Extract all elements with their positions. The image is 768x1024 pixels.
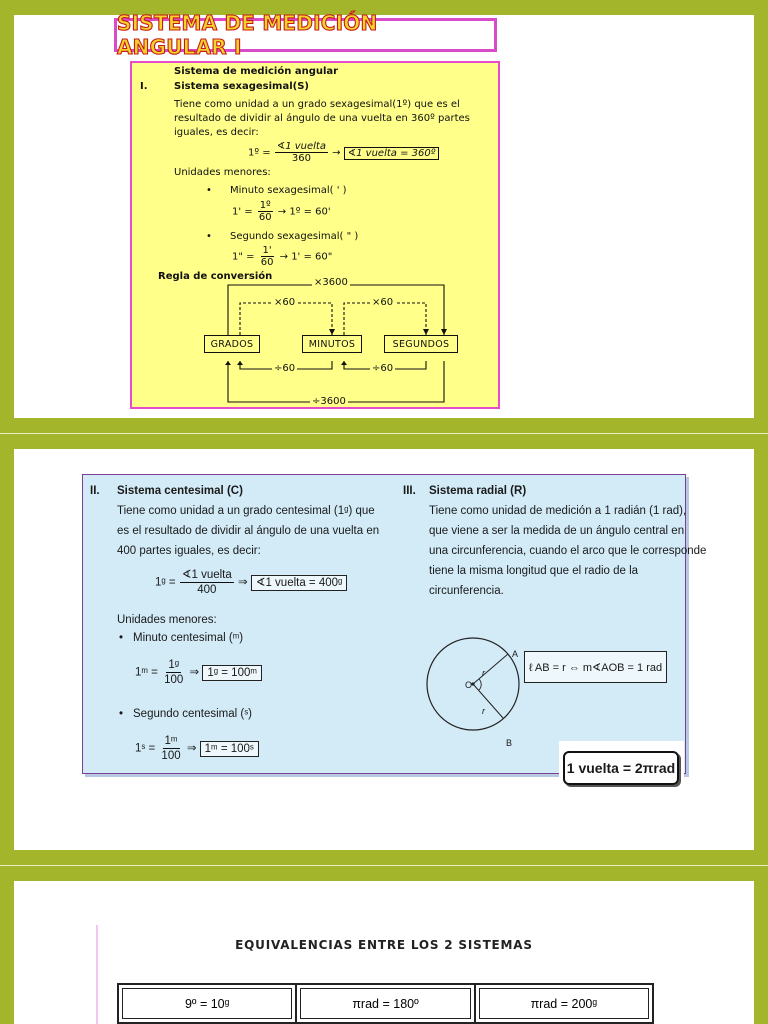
ii-description-2: es el resultado de dividir al ángulo de una vuelta en: [117, 525, 380, 537]
label-div3600: ÷3600: [312, 396, 346, 407]
arrow: ⇒: [186, 742, 197, 755]
arc-formula: ℓ AB = r ⇔ m∢AOB = 1 rad: [528, 661, 663, 674]
vuelta-callout: [559, 741, 684, 796]
formula-rhs: → 1º = 60': [277, 206, 331, 218]
regla-title: Regla de conversión: [158, 271, 273, 282]
table-cell: [474, 983, 654, 1024]
arrow: →: [332, 147, 341, 159]
label-div60-b: ÷60: [372, 363, 394, 374]
section-iii-title: Sistema radial (R): [429, 485, 527, 497]
cell-text: πrad = 180º: [352, 996, 419, 1011]
arrowhead: [225, 361, 231, 365]
numerator: ∢1 vuelta: [181, 569, 232, 581]
ii-description-3: 400 partes iguales, es decir:: [117, 545, 261, 557]
boxed-result: ∢1 vuelta = 400ᵍ: [251, 575, 348, 591]
numerator: 1': [262, 245, 272, 256]
box-grados: [204, 335, 260, 353]
boxed-result: ∢1 vuelta = 360º: [344, 147, 440, 160]
bullet: •: [206, 231, 212, 242]
formula-lhs: 1" =: [232, 251, 255, 263]
denominator: 400: [197, 584, 217, 596]
vuelta-text: 1 vuelta = 2πrad: [566, 760, 676, 776]
arc-formula-box: [524, 651, 667, 683]
section-ii-number: II.: [90, 485, 100, 497]
cell-text: πrad = 200ᵍ: [530, 996, 598, 1011]
unidades-menores: Unidades menores:: [174, 167, 271, 178]
iii-description-3: una circunferencia, cuando el arco que le corresponde: [429, 545, 707, 557]
radius-r-label-1: r: [482, 668, 485, 678]
heading: Sistema de medición angular: [174, 66, 339, 77]
label-x3600: ×3600: [314, 277, 348, 288]
denominator: 100: [161, 750, 181, 762]
grados-label: GRADOS: [210, 338, 254, 350]
label-x60-a: ×60: [274, 297, 296, 308]
label-div60-a: ÷60: [274, 363, 296, 374]
description-line-3: iguales, es decir:: [174, 127, 259, 138]
description-line-2: resultado de dividir al ángulo de una vuelta en 360º partes: [174, 113, 470, 124]
description-line-1: Tiene como unidad a un grado sexagesimal(1º) que es el: [174, 99, 460, 110]
numerator: ∢1 vuelta: [276, 141, 326, 152]
radius-r-label-2: r: [482, 706, 485, 716]
slide-equivalencias: [14, 881, 754, 1024]
formula-lhs: 1ˢ =: [135, 742, 156, 755]
boxed-result: 1ᵍ = 100ᵐ: [202, 665, 262, 681]
arrow: ⇒: [237, 576, 248, 589]
slide-sexagesimal: [14, 11, 754, 418]
iii-description-2: que viene a ser la medida de un ángulo central en: [429, 525, 685, 537]
formula-lhs: 1º =: [248, 147, 271, 159]
slide-separator: [0, 433, 768, 434]
bullet: •: [206, 185, 212, 196]
formula-lhs: 1ᵍ =: [155, 576, 176, 589]
fraction: [162, 658, 185, 687]
slide-title: SISTEMA DE MEDICIÓN ANGULAR I: [117, 11, 378, 59]
cell-text: 9º = 10ᵍ: [184, 996, 230, 1011]
equivalencias-title: EQUIVALENCIAS ENTRE LOS 2 SISTEMAS: [235, 938, 533, 952]
radius-a: [473, 654, 508, 684]
iii-description-1: Tiene como unidad de medición a 1 radián (1 rad),: [429, 505, 687, 517]
segundos-label: SEGUNDOS: [392, 338, 450, 350]
point-a-label: A: [512, 649, 519, 659]
center-o-label: O: [465, 680, 473, 690]
unidades-menores: Unidades menores:: [117, 614, 217, 626]
section-ii-title: Sistema centesimal (C): [117, 485, 243, 497]
formula-centesimal-degree: [155, 568, 347, 597]
section-iii-number: III.: [403, 485, 416, 497]
numerator: 1º: [259, 200, 271, 211]
arrow: ⇒: [189, 666, 200, 679]
angle-arc: [479, 679, 481, 690]
slide-centesimal-radial: [14, 449, 754, 850]
sexagesimal-panel: [130, 61, 500, 409]
equivalencias-table: [117, 983, 652, 1024]
bullet: •: [119, 632, 124, 644]
minuto-centesimal-label: Minuto centesimal (ᵐ): [133, 632, 244, 644]
point-b-label: B: [506, 738, 513, 748]
box-minutos: [302, 335, 362, 353]
fraction: [159, 734, 182, 763]
radian-circle-diagram: [425, 620, 525, 750]
segundo-label: Segundo sexagesimal( " ): [230, 231, 359, 242]
path-x3600: [228, 285, 444, 335]
formula-rhs: → 1' = 60": [279, 251, 333, 263]
bullet: •: [119, 708, 124, 720]
slide-title-box: [114, 11, 497, 59]
arrowhead: [341, 361, 347, 365]
minutos-label: MINUTOS: [308, 338, 356, 350]
label-x60-b: ×60: [372, 297, 394, 308]
slide-separator: [0, 865, 768, 866]
formula-lhs: 1' =: [232, 206, 253, 218]
fraction: [180, 568, 234, 597]
formula-centesimal-minute: [135, 658, 262, 687]
table-cell: [117, 983, 297, 1024]
section-number: I.: [140, 81, 148, 92]
arrowhead: [237, 361, 243, 365]
table-cell: [295, 983, 475, 1024]
formula-centesimal-second: [135, 734, 259, 763]
vuelta-box: [563, 751, 679, 785]
centesimal-radial-panel: [82, 474, 707, 776]
section-title: Sistema sexagesimal(S): [174, 81, 309, 92]
iii-description-5: circunferencia.: [429, 585, 504, 597]
minuto-label: Minuto sexagesimal( ' ): [230, 185, 347, 196]
ii-description-1: Tiene como unidad a un grado centesimal (1ᵍ) que: [117, 505, 375, 517]
conversion-diagram: [132, 63, 502, 411]
box-segundos: [384, 335, 458, 353]
formula-lhs: 1ᵐ =: [135, 666, 158, 679]
numerator: 1ᵍ: [168, 659, 180, 671]
boxed-result: 1ᵐ = 100ˢ: [200, 741, 259, 757]
denominator: 100: [164, 674, 184, 686]
radius-b: [473, 684, 503, 718]
denominator: 60: [260, 257, 274, 268]
iii-description-4: tiene la misma longitud que el radio de la: [429, 565, 639, 577]
denominator: 60: [258, 212, 272, 223]
denominator: 360: [291, 153, 311, 164]
segundo-centesimal-label: Segundo centesimal (ˢ): [133, 708, 252, 720]
numerator: 1ᵐ: [164, 735, 178, 747]
